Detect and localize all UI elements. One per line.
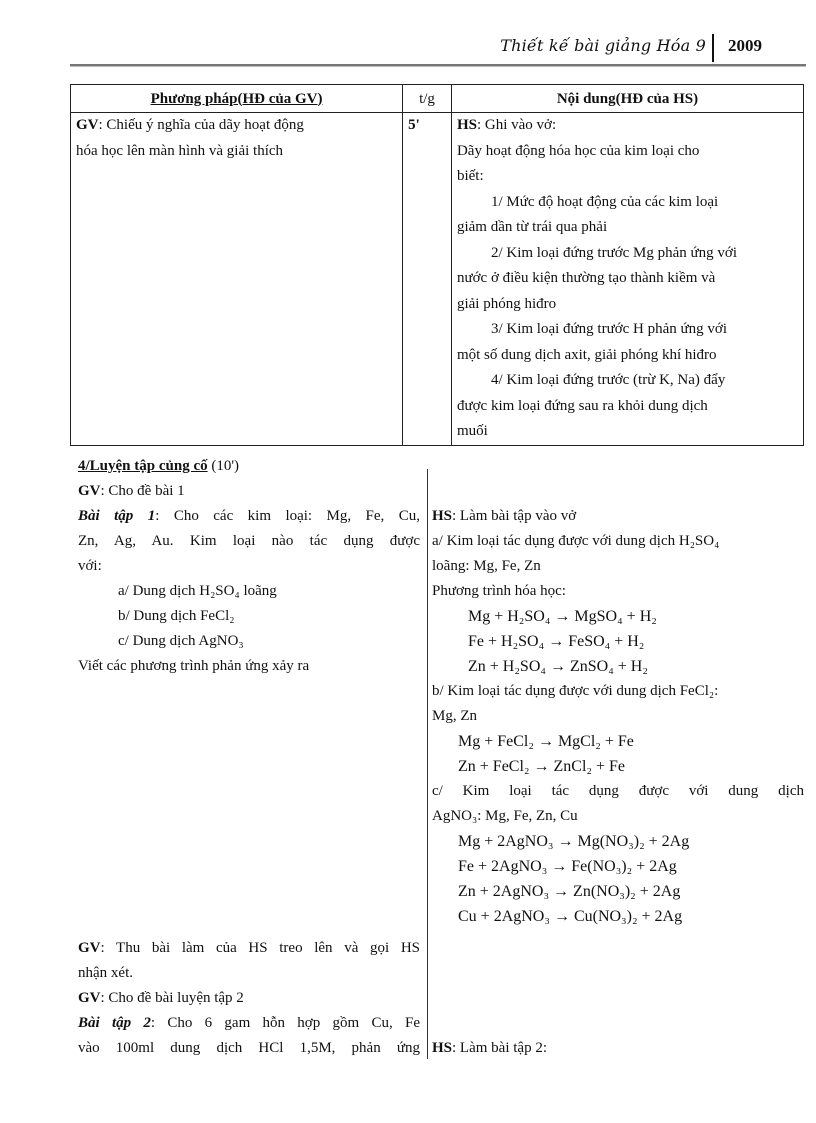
hs-cell [451,113,803,446]
text-row: Bài tập 2: Cho 6 gam hỗn hợp gồm Cu, Fe [78,1015,420,1031]
text-row: a/ Dung dịch H₂SO₄ loãng Phương trình hóa học: [118,583,566,599]
header-title: Thiết kế bài giảng Hóa 9 [500,36,706,55]
hs-line: 3/ Kim loại đứng trước H phản ứng với [490,321,728,337]
text-row: Zn + 2AgNO₃ → Zn(NO₃)₂ + 2Ag [458,883,681,900]
gv-cell [71,113,403,446]
section-title: 4/Luyện tập củng cố [78,458,208,474]
table-row [71,113,804,446]
text-row: Fe + 2AgNO₃ → Fe(NO₃)₂ + 2Ag [458,858,677,875]
table-header-row [71,85,804,113]
text-row: Zn + FeCl₂ → ZnCl₂ + Fe [458,758,625,775]
hs-line: 2/ Kim loại đứng trước Mg phản ứng với [490,244,738,261]
text-row: b/ Dung dịch FeCl₂ Mg + H₂SO₄ → MgSO₄ + H₂ [118,608,657,625]
header-separator [712,34,714,62]
text-row: Bài tập 1: Cho các kim loại: Mg, Fe, Cu, HS: Làm bài tập vào vở [78,508,577,524]
hs-line: biết: [456,168,484,184]
hs-line: 4/ Kim loại đứng trước (trừ K, Na) đẩy [490,372,726,388]
header-content: Nội dung(HĐ của HS) [451,85,803,113]
gv-line: hóa học lên màn hình và giải thích [76,142,284,159]
page-header [70,30,806,68]
section-title-row [78,454,804,480]
hs-line: giảm dần từ trái qua phải [456,219,608,235]
header-time: t/g [403,85,452,113]
text-row: vào 100ml dung dịch HCl 1,5M, phản ứng HS: Làm bài tập 2: [78,1040,547,1056]
text-row: Mg + 2AgNO₃ → Mg(NO₃)₂ + 2Ag [458,833,690,850]
gv-line: GV: Chiếu ý nghĩa của dãy hoạt động [76,117,304,133]
hs-line: HS: Ghi vào vở: [456,117,557,133]
activity-table [70,84,804,446]
header-method: Phương pháp(HĐ của GV) [71,85,403,113]
text-row: với: loãng: Mg, Fe, Zn [78,558,541,574]
section-time: (10') [211,458,240,474]
text-row: Mg + FeCl₂ → MgCl₂ + Fe [458,733,634,750]
hs-line: muối [456,423,488,439]
text-row: Mg, Zn [432,708,477,724]
hs-line: 1/ Mức độ hoạt động của các kim loại [490,193,719,210]
hs-line: được kim loại đứng sau ra khỏi dung dịch [456,397,708,414]
time-cell: 5' [403,113,452,446]
hs-line: nước ở điều kiện thường tạo thành kiềm và [456,270,716,286]
text-row: Zn, Ag, Au. Kim loại nào tác dụng được a/ Kim loại tác dụng được với dung dịch H₂SO₄ [78,533,720,549]
text-row: GV: Cho đề bài 1 [78,483,185,499]
hs-line: giải phóng hiđro [456,295,557,312]
header-rule [70,64,806,67]
text-row: c/ Dung dịch AgNO₃ Fe + H₂SO₄ → FeSO₄ + H₂ [118,633,645,650]
text-row: c/ Kim loại tác dụng được với dung dịch [432,783,804,799]
text-row: b/ Kim loại tác dụng được với dung dịch FeCl₂: [432,683,719,699]
text-row: Cu + 2AgNO₃ → Cu(NO₃)₂ + 2Ag [458,908,683,925]
text-row: nhận xét. [78,965,133,981]
hs-line: một số dung dịch axit, giải phóng khí hiđro [456,346,717,363]
text-row: Viết các phương trình phản ứng xảy ra Zn + H₂SO₄ → ZnSO₄ + H₂ [78,658,648,675]
text-row: GV: Cho đề bài luyện tập 2 [78,990,244,1006]
header-year: 2009 [728,36,762,55]
text-row: AgNO₃: Mg, Fe, Zn, Cu [432,808,578,824]
text-row: GV: Thu bài làm của HS treo lên và gọi HS [78,940,420,956]
hs-line: Dãy hoạt động hóa học của kim loại cho [456,142,700,159]
